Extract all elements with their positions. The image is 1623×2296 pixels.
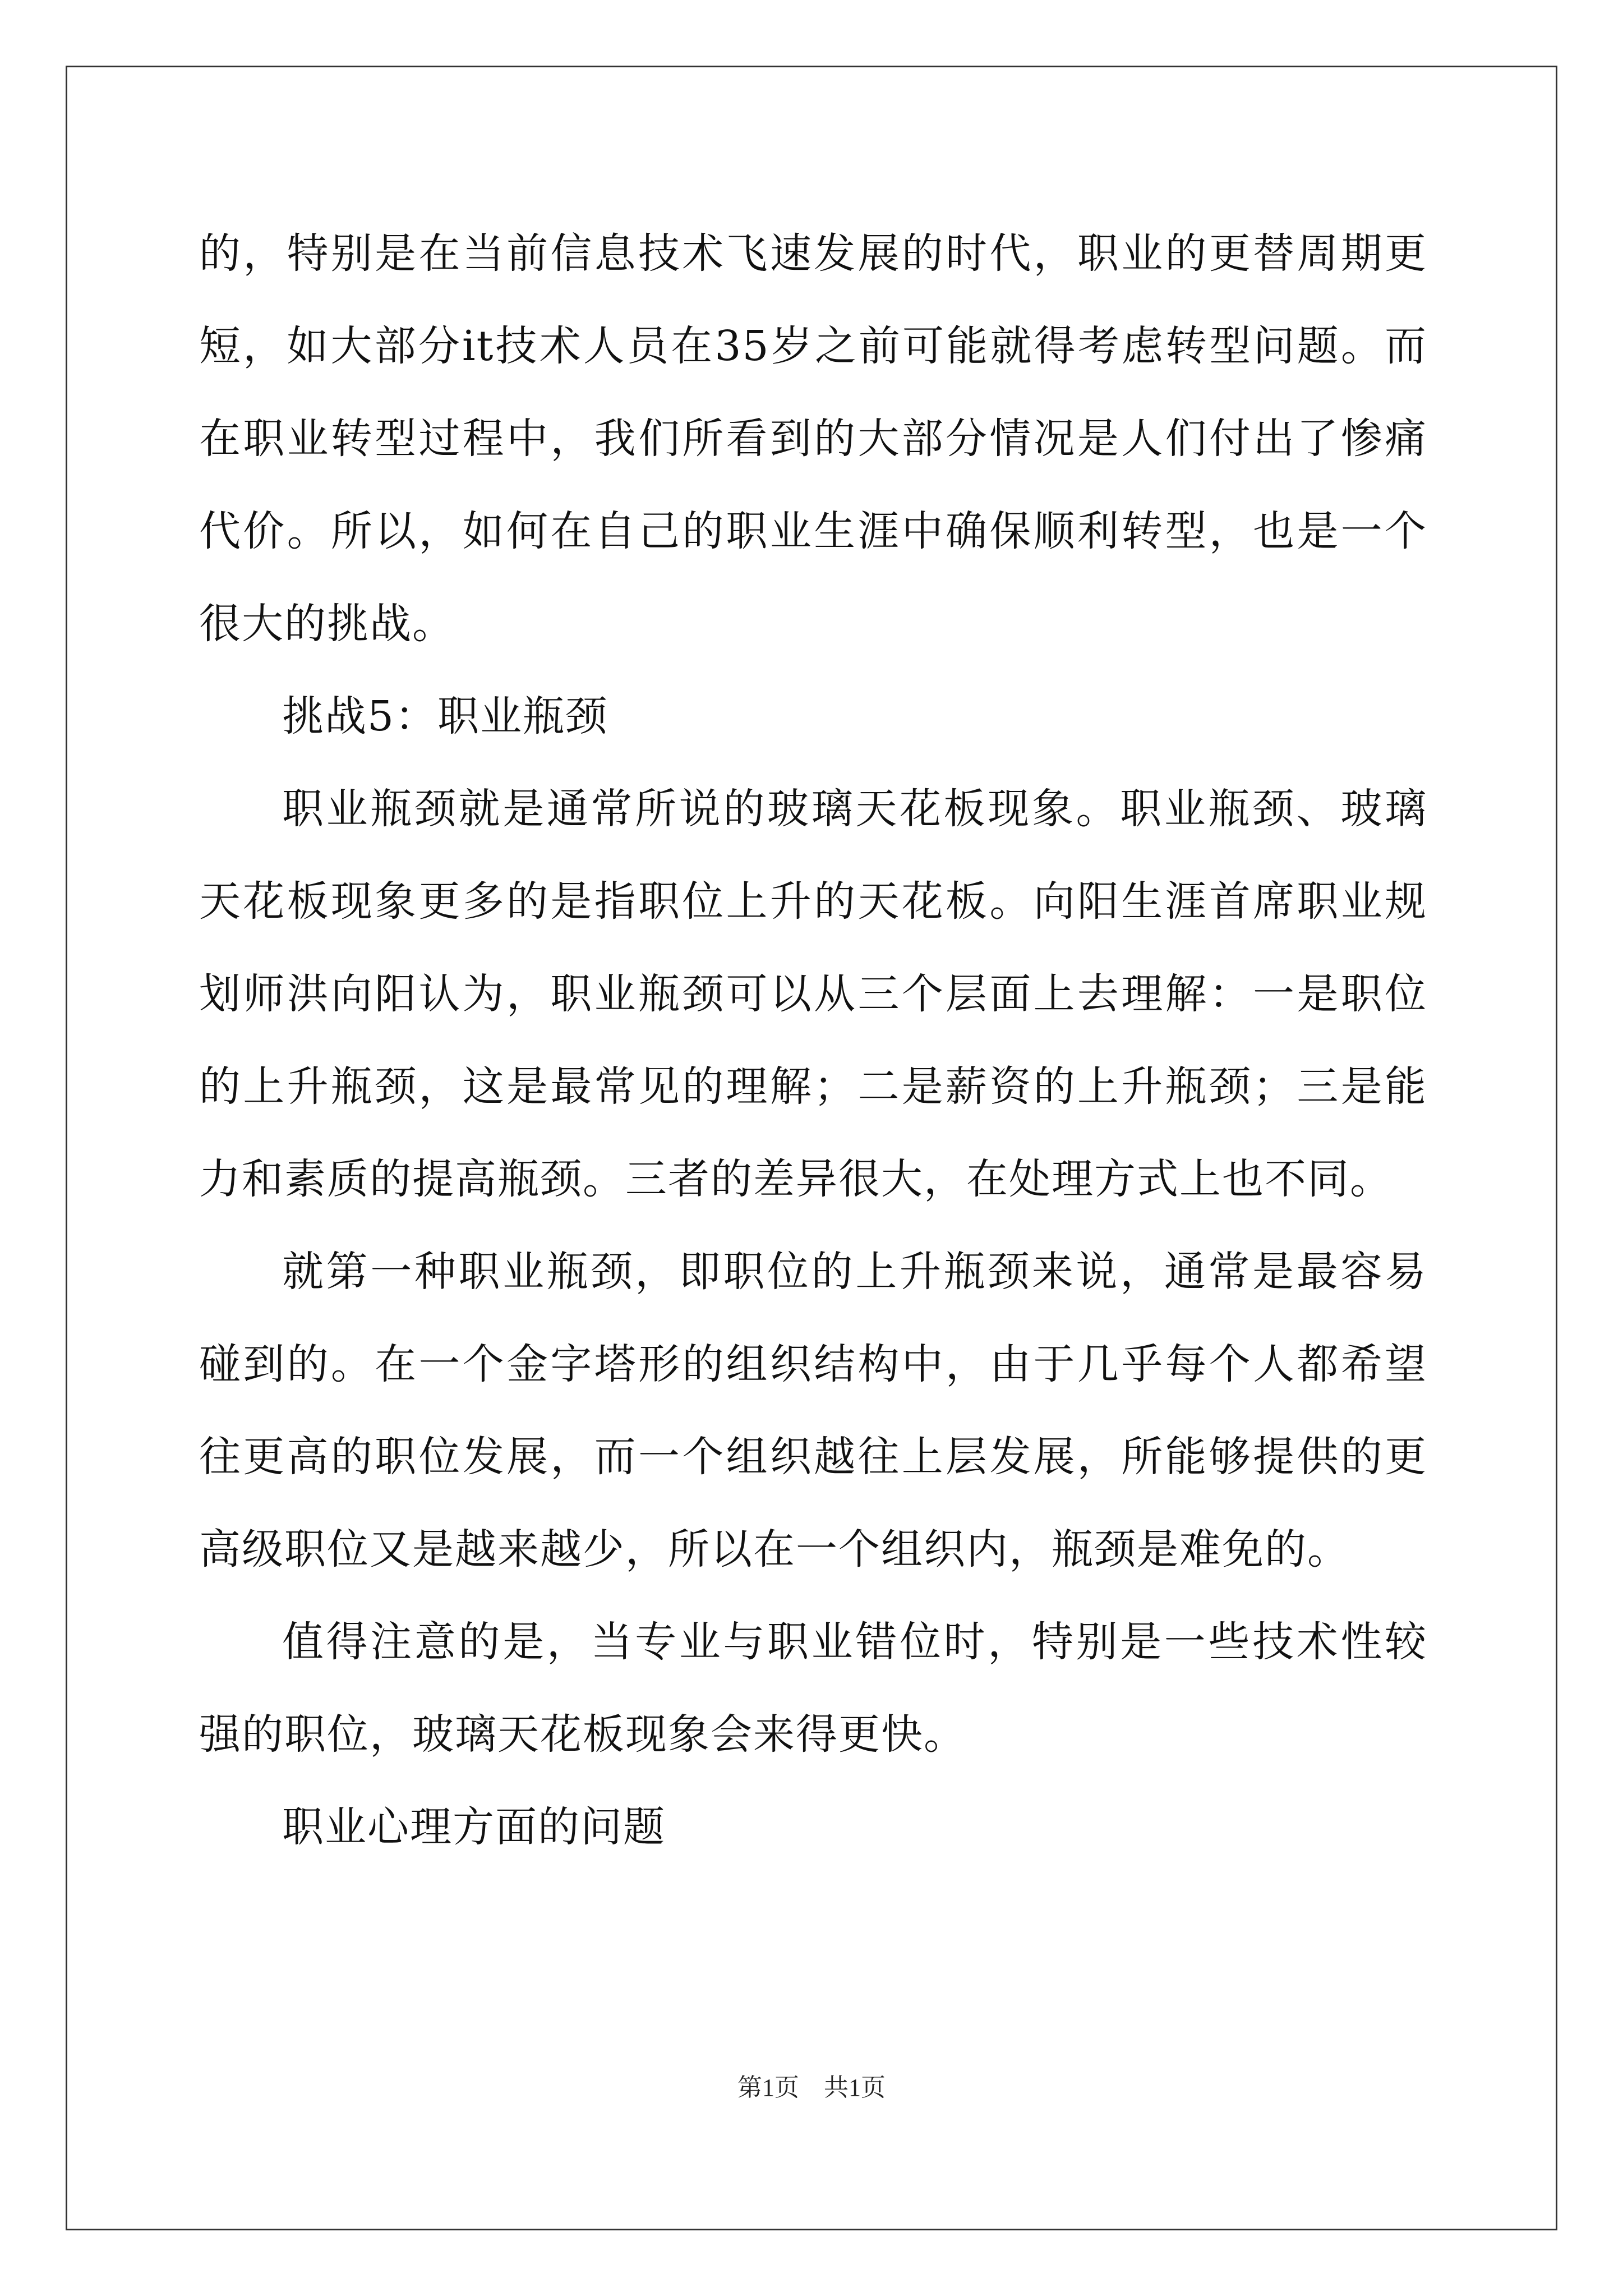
paragraph-note: 值得注意的是，当专业与职业错位时，特别是一些技术性较强的职位，玻璃天花板现象会来得更快。 <box>199 1618 1427 1759</box>
page-footer <box>0 2071 1623 2105</box>
paragraph-continuation: 的，特别是在当前信息技术飞速发展的时代，职业的更替周期更短，如大部分it技术人员在35岁之前可能就得考虑转型问题。而在职业转型过程中，我们所看到的大部分情况是人们付出了惨痛代价。所以，如何在自己的职业生涯中确保顺利转型，也是一个很大的挑战。 <box>199 229 1427 648</box>
heading-career-psychology: 职业心理方面的问题 <box>282 1803 666 1851</box>
heading-challenge-5: 挑战5：职业瓶颈 <box>282 692 608 740</box>
paragraph-position-bottleneck: 就第一种职业瓶颈，即职位的上升瓶颈来说，通常是最容易碰到的。在一个金字塔形的组织结构中，由于几乎每个人都希望往更高的职位发展，而一个组织越往上层发展，所能够提供的更高级职位又是越来越少，所以在一个组织内，瓶颈是难免的。 <box>199 1248 1427 1573</box>
page-number: 第1页 共1页 <box>737 2074 886 2101</box>
paragraph-bottleneck-definition: 职业瓶颈就是通常所说的玻璃天花板现象。职业瓶颈、玻璃天花板现象更多的是指职位上升的天花板。向阳生涯首席职业规划师洪向阳认为，职业瓶颈可以从三个层面上去理解：一是职位的上升瓶颈，这是最常见的理解；二是薪资的上升瓶颈；三是能力和素质的提高瓶颈。三者的差异很大，在处理方式上也不同。 <box>199 785 1427 1203</box>
document-body <box>199 208 1427 1874</box>
